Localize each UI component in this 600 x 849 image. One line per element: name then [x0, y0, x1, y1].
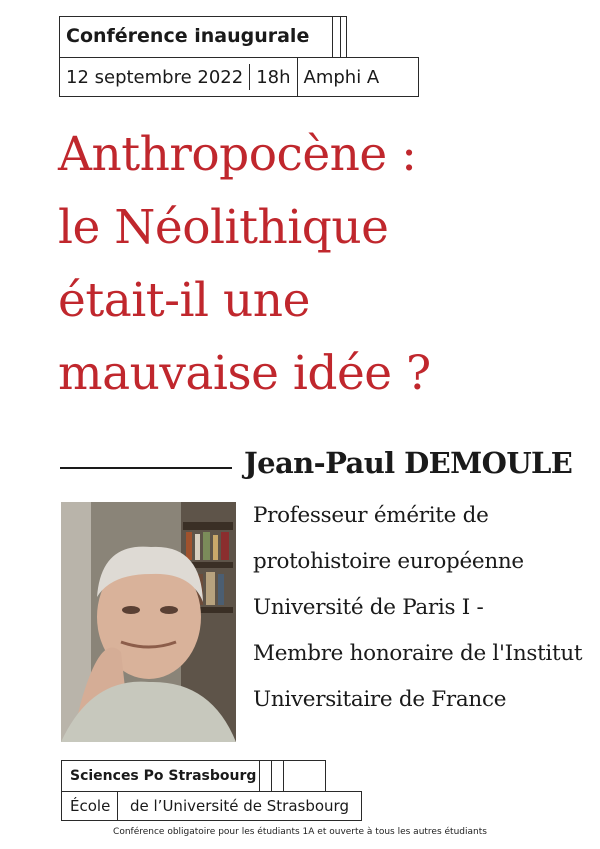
bio-line: Membre honoraire de l'Institut: [253, 641, 583, 666]
speaker-bio: [253, 493, 582, 723]
speaker-name: Jean-Paul DEMOULE: [244, 446, 573, 480]
institution-affiliation-row: [61, 791, 362, 821]
conference-title: [58, 118, 588, 410]
title-line: mauvaise idée ?: [58, 346, 431, 401]
title-line: était-il une: [58, 273, 310, 328]
title-line: Anthropocène :: [58, 127, 417, 182]
institution-label: École: [70, 797, 111, 815]
bio-line: protohistoire européenne: [253, 549, 524, 574]
footnote: Conférence obligatoire pour les étudiants 1A et ouverte à tous les autres étudiants: [113, 827, 487, 837]
header-decoration: [341, 16, 347, 58]
bio-line: Professeur émérite de: [253, 503, 489, 528]
speaker-photo: [61, 502, 236, 742]
title-line: le Néolithique: [58, 200, 389, 255]
institution-decoration: [284, 760, 326, 792]
institution-decoration: [272, 760, 284, 792]
institution-affiliation: de l’Université de Strasbourg: [117, 791, 349, 821]
speaker-rule: [60, 467, 232, 469]
event-time: 18h: [256, 66, 291, 88]
bio-line: Université de Paris I -: [253, 595, 484, 620]
event-type-label: Conférence inaugurale: [59, 16, 333, 58]
bio-line: Universitaire de France: [253, 687, 507, 712]
event-info-row: [59, 57, 419, 97]
event-date: 12 septembre 2022: [66, 66, 244, 88]
header-decoration: [333, 16, 341, 58]
event-venue: Amphi A: [303, 66, 380, 88]
institution-name: Sciences Po Strasbourg: [61, 760, 260, 792]
institution-decoration: [260, 760, 272, 792]
